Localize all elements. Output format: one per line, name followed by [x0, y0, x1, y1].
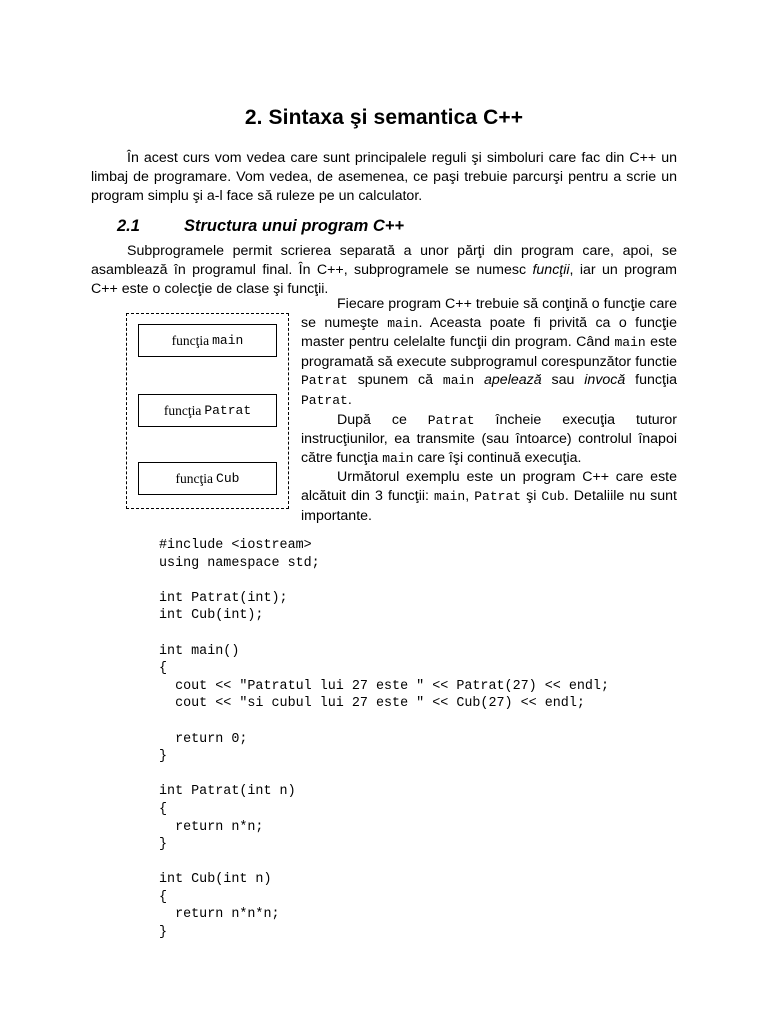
code-line: return 0; [159, 731, 248, 747]
code-token: main [434, 488, 466, 504]
code-line [159, 572, 609, 590]
function-box-cub [138, 462, 277, 495]
page-title: 2. Sintaxa şi semantica C++ [244, 106, 524, 129]
code-line: { [159, 889, 168, 905]
subsection-emphasis: funcţii [532, 262, 570, 278]
emphasis: invocă [584, 372, 626, 389]
function-box-label: funcţia [171, 332, 210, 348]
section-title: Structura unui program C++ [184, 217, 405, 235]
subsection-text-1: Subprogramele permit scrierea separată a unor părţi din program care, apoi, se asamblează în programul final. În C++, subprogramele se numesc [91, 243, 677, 278]
code-token: Cub [541, 488, 565, 504]
function-box-main [138, 324, 277, 357]
paragraph-main-function: Fiecare program C++ trebuie să conţină o funcţie care se numeşte main. Aceasta poate fi privită ca o funcţie master pentru celelalte funcţii din program. Când main este programată să execute subprogramul corespunzător functie Patrat spunem că main apelează sau invocă funcţia Patrat. [301, 296, 677, 408]
code-line: int Cub(int n) [159, 872, 272, 888]
function-box-name: Patrat [204, 403, 252, 418]
paragraph-example-intro: Următorul exemplu este un program C++ care este alcătuit din 3 funcţii: main, Patrat şi Cub. Detaliile nu sunt importante. [301, 469, 677, 524]
code-line [159, 625, 609, 643]
code-listing [159, 537, 609, 942]
code-line: int Patrat(int); [159, 590, 288, 606]
function-box-patrat [138, 394, 277, 427]
code-token: main [442, 373, 475, 389]
code-line: { [159, 801, 168, 817]
code-line: } [159, 837, 168, 853]
code-line: cout << "si cubul lui 27 este " << Cub(27) << endl; [159, 696, 585, 712]
code-line: return n*n*n; [159, 907, 280, 923]
function-box-label: funcţia [175, 470, 214, 486]
code-line [159, 854, 609, 872]
subsection-text-2: , iar un program C++ este o colecţie de clase şi funcţii. [91, 262, 677, 297]
code-line: #include <iostream> [159, 538, 312, 553]
code-line: } [159, 925, 168, 941]
section-number: 2.1 [117, 217, 140, 235]
code-token: Patrat [301, 392, 348, 408]
code-token: Patrat [474, 488, 522, 504]
intro-paragraph: În acest curs vom vedea care sunt principalele reguli şi simboluri care fac din C++ un limbaj de programare. Vom vedea, de asemenea, ce paşi trebuie parcurşi pentru a scrie un program simplu şi a-l face să ruleze pe un calculator. [91, 150, 677, 204]
section-heading [117, 217, 404, 236]
code-line: { [159, 661, 168, 677]
code-line [159, 713, 609, 731]
code-line: int Patrat(int n) [159, 784, 296, 800]
function-box-label: funcţia [163, 402, 202, 418]
code-token: main [382, 450, 414, 466]
emphasis: apelează [484, 372, 542, 389]
paragraph-return-control: După ce Patrat încheie execuţia tuturor instrucţiunilor, ea transmite (sau întoarce) controlul înapoi către funcţia main care îşi continuă execuţia. [301, 411, 677, 466]
function-box-name: main [212, 333, 244, 348]
code-line: using namespace std; [159, 555, 320, 571]
code-line [159, 766, 609, 784]
code-token: main [387, 315, 419, 331]
code-token: Patrat [301, 373, 348, 389]
right-column-text [301, 295, 677, 525]
functions-diagram [126, 313, 289, 509]
code-line: int main() [159, 643, 240, 659]
code-token: main [614, 335, 646, 351]
code-line: } [159, 749, 168, 765]
subsection-paragraph [91, 242, 677, 299]
code-token: Patrat [427, 412, 475, 428]
code-line: return n*n; [159, 819, 264, 835]
function-box-name: Cub [216, 471, 240, 486]
code-line: int Cub(int); [159, 608, 264, 624]
code-line: cout << "Patratul lui 27 este " << Patrat(27) << endl; [159, 678, 609, 694]
